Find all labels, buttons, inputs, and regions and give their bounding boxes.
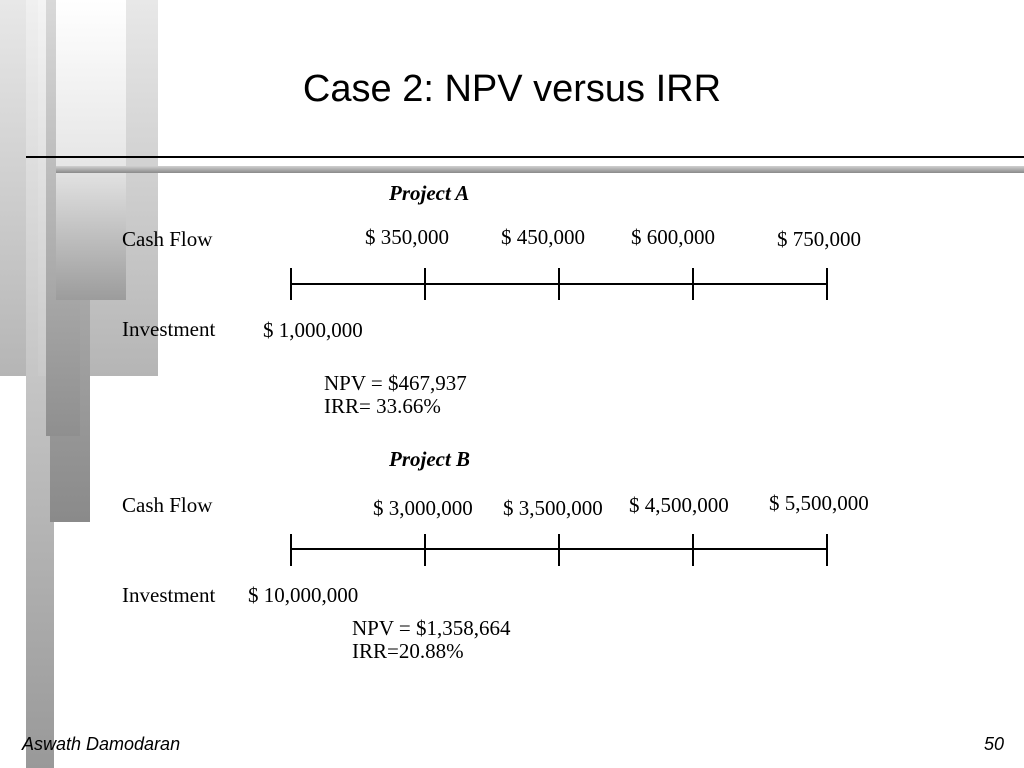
project-b-irr: IRR=20.88% xyxy=(352,639,464,663)
timeline-tick xyxy=(826,534,828,566)
decorative-bar xyxy=(56,0,126,300)
project-b-cash-flow-3: $ 4,500,000 xyxy=(629,493,729,517)
timeline-tick xyxy=(290,534,292,566)
timeline-tick xyxy=(558,268,560,300)
project-b-npv: NPV = $1,358,664 xyxy=(352,616,511,640)
timeline-tick xyxy=(692,268,694,300)
project-a-npv: NPV = $467,937 xyxy=(324,371,467,395)
footer-author: Aswath Damodaran xyxy=(22,734,181,754)
page-title: Case 2: NPV versus IRR xyxy=(302,68,722,110)
project-b-investment: $ 10,000,000 xyxy=(248,583,359,607)
timeline-tick xyxy=(826,268,828,300)
project-a-cash-flow-label: Cash Flow xyxy=(122,227,213,251)
project-a-cash-flow-4: $ 750,000 xyxy=(777,227,861,251)
title-rule-shadow xyxy=(56,166,1024,173)
project-a-investment: $ 1,000,000 xyxy=(263,318,363,342)
project-a-cash-flow-2: $ 450,000 xyxy=(501,225,585,249)
project-a-heading: Project A xyxy=(389,181,470,205)
project-b-investment-label: Investment xyxy=(122,583,216,607)
project-a-cash-flow-3: $ 600,000 xyxy=(631,225,715,249)
timeline-tick xyxy=(424,534,426,566)
page-number: 50 xyxy=(983,734,1004,754)
project-a-investment-label: Investment xyxy=(122,317,216,341)
project-a-irr: IRR= 33.66% xyxy=(324,394,441,418)
timeline-tick xyxy=(692,534,694,566)
project-b-cash-flow-2: $ 3,500,000 xyxy=(503,496,603,520)
title-rule xyxy=(26,156,1024,158)
project-a-cash-flow-1: $ 350,000 xyxy=(365,225,449,249)
project-b-cash-flow-label: Cash Flow xyxy=(122,493,213,517)
project-b-cash-flow-4: $ 5,500,000 xyxy=(769,491,869,515)
timeline-tick xyxy=(424,268,426,300)
project-b-cash-flow-1: $ 3,000,000 xyxy=(373,496,473,520)
timeline-tick xyxy=(558,534,560,566)
timeline-tick xyxy=(290,268,292,300)
project-b-heading: Project B xyxy=(389,447,471,471)
